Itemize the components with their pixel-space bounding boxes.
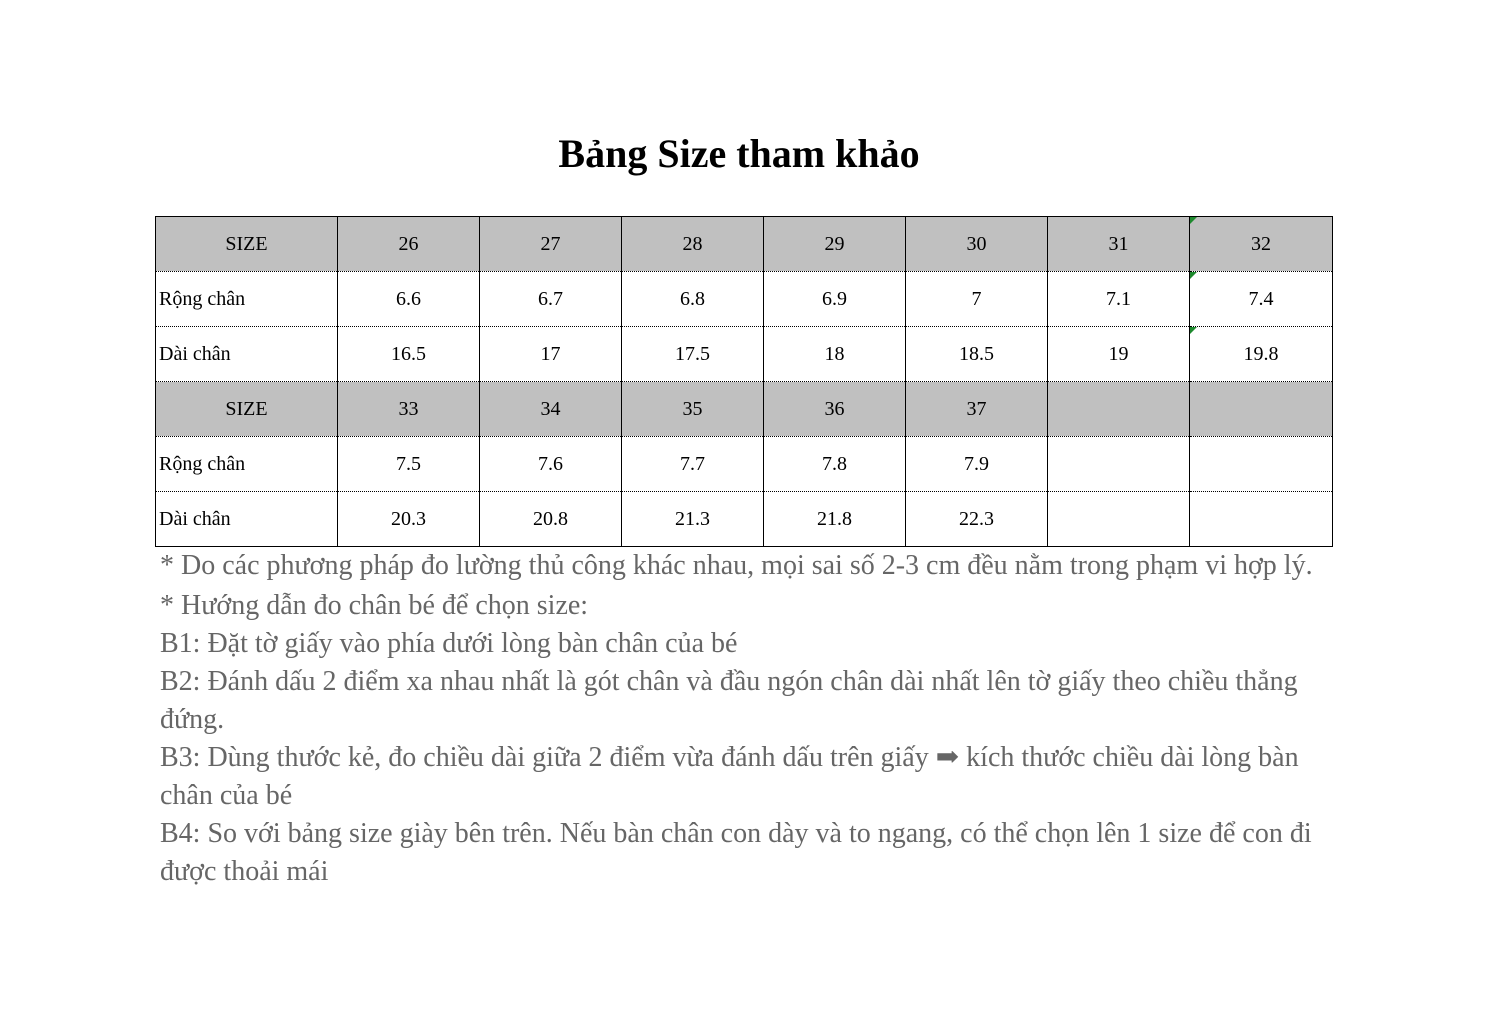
row-label: Dài chân — [156, 327, 338, 382]
row-label: Dài chân — [156, 492, 338, 547]
cell-text: 7.4 — [1248, 287, 1274, 310]
row-label: Rộng chân — [156, 272, 338, 327]
table-cell: 21.3 — [622, 492, 764, 547]
table-cell — [1190, 437, 1333, 492]
table-cell: 21.8 — [764, 492, 906, 547]
table-cell — [1190, 492, 1333, 547]
table-cell: 7.8 — [764, 437, 906, 492]
note-step-2: B2: Đánh dấu 2 điểm xa nhau nhất là gót chân và đầu ngón chân dài nhất lên tờ giấy theo chiều thẳng đứng. — [160, 666, 1298, 735]
cell-marker-icon — [1190, 272, 1197, 279]
table-cell: SIZE — [156, 217, 338, 272]
notes-section — [160, 547, 1330, 891]
table-cell: 20.3 — [338, 492, 480, 547]
table-cell: 17.5 — [622, 327, 764, 382]
note-step-3: B3: Dùng thước kẻ, đo chiều dài giữa 2 điểm vừa đánh dấu trên giấy ➡ kích thước chiều dài lòng bàn chân của bé — [160, 742, 1299, 811]
table-cell: 6.8 — [622, 272, 764, 327]
row-label: Rộng chân — [156, 437, 338, 492]
table-cell: 17 — [480, 327, 622, 382]
table-row — [156, 327, 1333, 382]
cell-marker-icon — [1190, 327, 1197, 334]
table-cell: 6.7 — [480, 272, 622, 327]
table-cell: 6.6 — [338, 272, 480, 327]
table-cell: 22.3 — [906, 492, 1048, 547]
table-cell: 29 — [764, 217, 906, 272]
page-title: Bảng Size tham khảo — [558, 131, 920, 176]
table-cell: 35 — [622, 382, 764, 437]
table-cell: 37 — [906, 382, 1048, 437]
table-cell: 34 — [480, 382, 622, 437]
table-cell — [1048, 437, 1190, 492]
table-cell — [1048, 492, 1190, 547]
table-cell: 28 — [622, 217, 764, 272]
cell-text: 19.8 — [1243, 342, 1279, 365]
table-cell: 7.5 — [338, 437, 480, 492]
table-row — [156, 272, 1333, 327]
table-cell: 20.8 — [480, 492, 622, 547]
table-cell: 27 — [480, 217, 622, 272]
table-cell-marked — [1190, 272, 1333, 327]
table-cell: 7.9 — [906, 437, 1048, 492]
size-table — [155, 216, 1333, 547]
table-cell: 7 — [906, 272, 1048, 327]
table-cell: 31 — [1048, 217, 1190, 272]
cell-text: 32 — [1251, 232, 1271, 255]
cell-marker-icon — [1190, 217, 1197, 224]
table-cell: 7.7 — [622, 437, 764, 492]
table-cell: SIZE — [156, 382, 338, 437]
table-cell: 33 — [338, 382, 480, 437]
note-guide-heading: * Hướng dẫn đo chân bé để chọn size: — [160, 590, 589, 621]
table-cell — [1048, 382, 1190, 437]
table-cell: 19 — [1048, 327, 1190, 382]
table-row — [156, 437, 1333, 492]
note-step-4: B4: So với bảng size giày bên trên. Nếu bàn chân con dày và to ngang, có thể chọn lên 1 size để con đi được thoải mái — [160, 818, 1312, 887]
size-header-row — [156, 382, 1333, 437]
table-cell: 6.9 — [764, 272, 906, 327]
table-cell: 18 — [764, 327, 906, 382]
table-cell: 18.5 — [906, 327, 1048, 382]
table-cell — [1190, 382, 1333, 437]
table-cell: 7.6 — [480, 437, 622, 492]
table-cell-marked — [1190, 327, 1333, 382]
table-cell: 30 — [906, 217, 1048, 272]
table-cell: 36 — [764, 382, 906, 437]
table-row — [156, 492, 1333, 547]
size-header-row — [156, 217, 1333, 272]
table-cell-marked — [1190, 217, 1333, 272]
table-cell: 16.5 — [338, 327, 480, 382]
note-tolerance: * Do các phương pháp đo lường thủ công khác nhau, mọi sai số 2-3 cm đều nằm trong phạm vi hợp lý. — [160, 550, 1313, 581]
table-cell: 7.1 — [1048, 272, 1190, 327]
table-cell: 26 — [338, 217, 480, 272]
note-step-1: B1: Đặt tờ giấy vào phía dưới lòng bàn chân của bé — [160, 628, 738, 659]
